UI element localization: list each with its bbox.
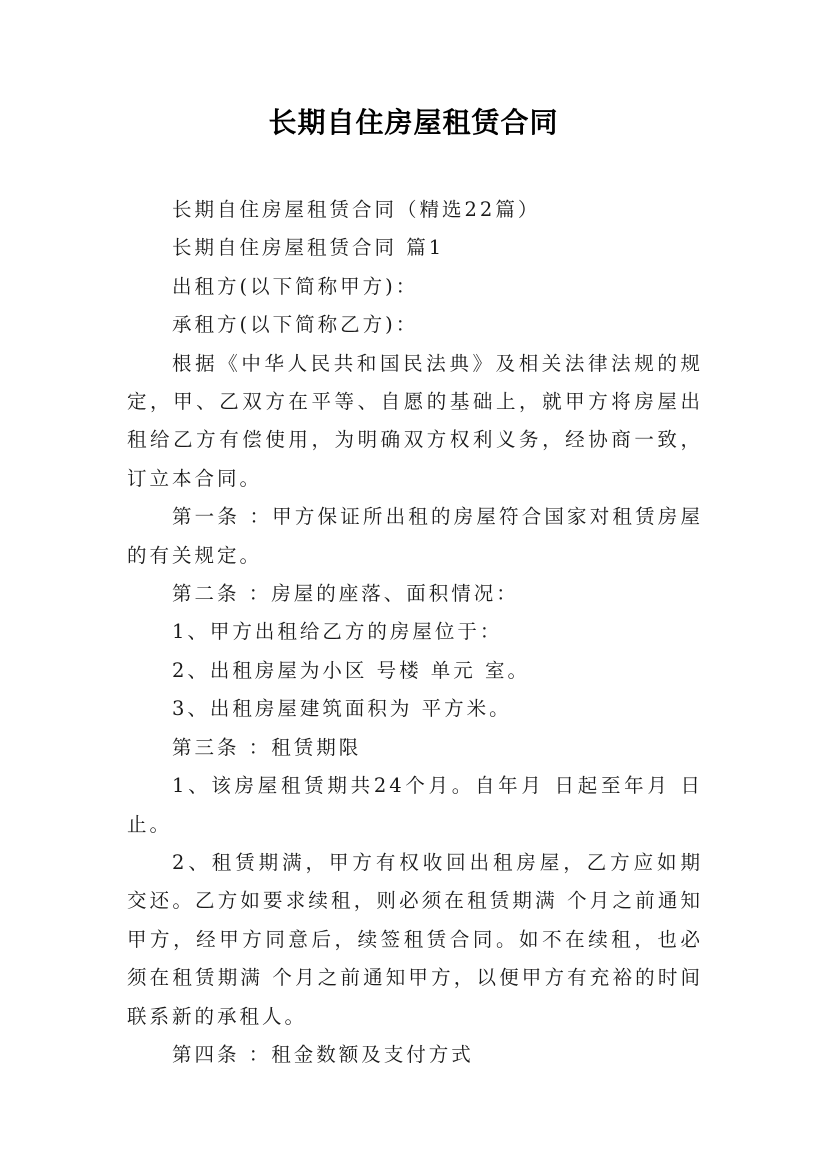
paragraph-article-3-item-2: 2、租赁期满，甲方有权收回出租房屋，乙方应如期交还。乙方如要求续租，则必须在租赁期满 个月之前通知甲方，经甲方同意后，续签租赁合同。如不在续租，也必须在租赁期满 个月之前通知甲方，以便甲方有充裕的时间联系新的承租人。 [127,850,703,1028]
paragraph-article-3: 第三条 ：租赁期限 [172,735,362,759]
paragraph-article-3-item-1: 1、该房屋租赁期共24个月。自年月 日起至年月 日止。 [127,774,703,836]
paragraph-article-1: 第一条 ：甲方保证所出租的房屋符合国家对租赁房屋的有关规定。 [127,505,703,567]
paragraph-article-2-item-1: 1、甲方出租给乙方的房屋位于： [172,620,503,644]
paragraph-article-2: 第二条 ：房屋的座落、面积情况： [172,582,519,606]
document-title: 长期自住房屋租赁合同 [268,106,559,139]
paragraph-lessor: 出租方(以下简称甲方)： [172,274,419,298]
paragraph-article-4: 第四条 ：租金数额及支付方式 [172,1042,474,1066]
paragraph-article-2-item-3: 3、出租房屋建筑面积为 平方米。 [172,697,512,721]
document-body [127,191,703,1074]
paragraph-preamble: 根据《中华人民共和国民法典》及相关法律法规的规定，甲、乙双方在平等、自愿的基础上，就甲方将房屋出租给乙方有偿使用，为明确双方权利义务，经协商一致，订立本合同。 [127,351,703,490]
paragraph-lessee: 承租方(以下简称乙方)： [172,313,419,337]
paragraph-subtitle: 长期自住房屋租赁合同（精选22篇） [172,198,541,221]
paragraph-section-heading: 长期自住房屋租赁合同 篇1 [172,236,445,260]
paragraph-article-2-item-2: 2、出租房屋为小区 号楼 单元 室。 [172,658,531,682]
